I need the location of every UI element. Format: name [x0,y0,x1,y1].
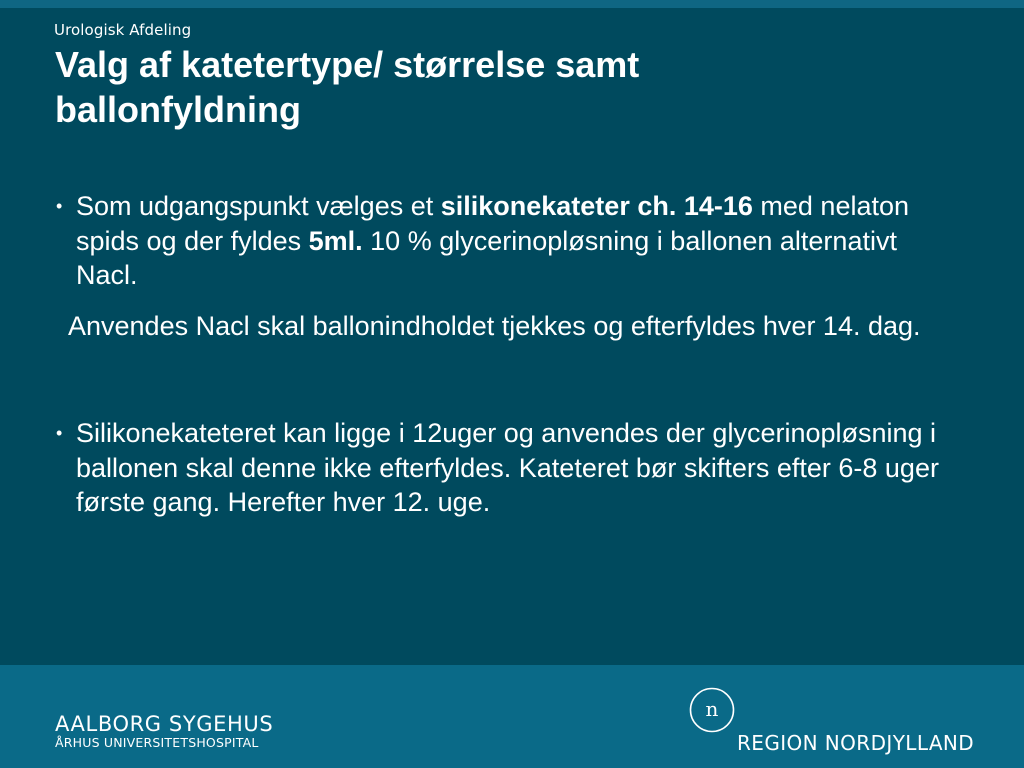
logo-line-1: AALBORG SYGEHUS [55,712,274,736]
text-run: med nelaton spids og der fyldes [76,191,910,256]
bold-text-run: 5ml. [308,225,363,256]
region-logo-mark: n [705,697,719,721]
title-line-2: ballonfyldning [55,89,301,130]
spacer [56,343,956,416]
title-line-1: Valg af katetertype/ størrelse samt [55,44,640,85]
top-strip [0,0,1024,8]
slide-body [56,189,956,520]
region-nordjylland-logo-icon [688,686,736,734]
aalborg-sygehus-logo [55,712,273,750]
text-run: 10 % glycerinopløsning i ballonen alternativt Nacl. [76,225,897,290]
bullet-paragraph-1 [56,189,956,293]
bullet-paragraph-2 [56,416,956,520]
department-label: Urologisk Afdeling [54,21,192,39]
bullet-icon: • [56,423,63,443]
logo-line-2: ÅRHUS UNIVERSITETSHOSPITAL [55,735,259,750]
slide-title [55,42,955,132]
bullet-icon: • [56,196,63,216]
text-run: Silikonekateteret kan ligge i 12uger og anvendes der glycerinopløsning i ballonen skal denne ikke efterfyldes. Kateteret bør skifters efter 6-8 uger første gang. Herefter hver 12. uge. [76,418,939,517]
paragraph-2: Anvendes Nacl skal ballonindholdet tjekkes og efterfyldes hver 14. dag. [68,310,921,341]
region-name: REGION NORDJYLLAND [737,731,975,755]
text-run: Som udgangspunkt vælges et [76,191,441,221]
bold-text-run: silikonekateter ch. 14-16 [440,191,753,221]
